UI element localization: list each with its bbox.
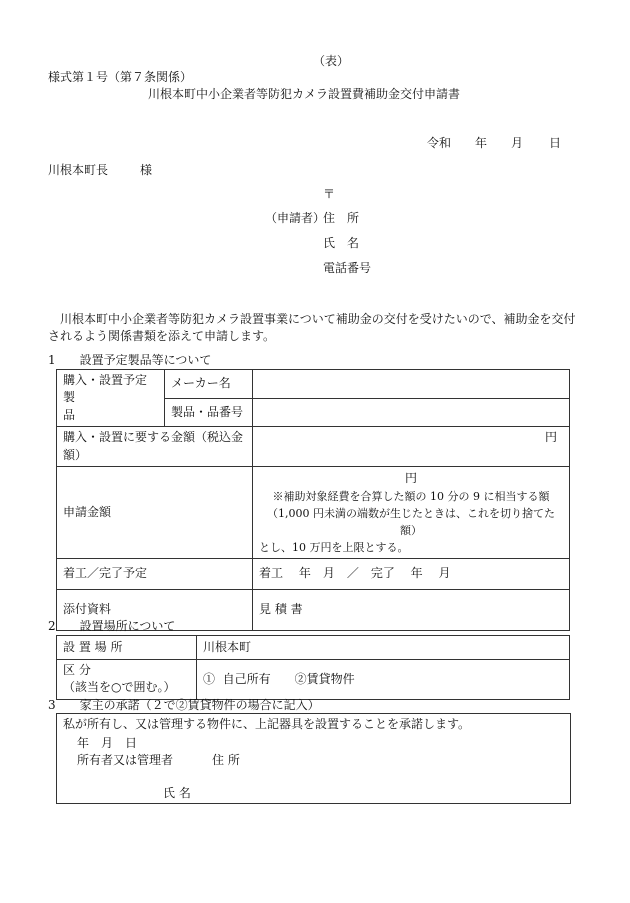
addressee-honorific: 様 [140, 163, 153, 177]
maker-label: メーカー名 [165, 370, 253, 399]
model-value[interactable] [253, 399, 570, 427]
cost-label-line2: 額） [63, 447, 88, 462]
section2-table [56, 635, 570, 700]
section1-table [56, 369, 570, 631]
attach-value: 見 積 書 [253, 589, 570, 630]
model-label: 製品・品番号 [165, 399, 253, 427]
product-label-line2: 品 [63, 407, 76, 422]
form-number: 様式第１号（第７条関係） [48, 70, 193, 84]
consent-text: 私が所有し、又は管理する物件に、上記器具を設置することを承諾します。 [63, 717, 471, 731]
applicant-name-label: 氏 名 [323, 236, 360, 250]
attach-label: 添付資料 [57, 589, 253, 630]
intro-line-2: されるよう関係書類を添えて申請します。 [48, 329, 276, 343]
apply-note-1: ※補助対象経費を合算した額の 10 分の 9 に相当する額 [272, 489, 550, 503]
document-title: 川根本町中小企業者等防犯カメラ設置費補助金交付申請書 [148, 87, 461, 101]
category-label-cell [57, 660, 197, 700]
side-mark: （表） [313, 54, 350, 68]
apply-note-3: とし、10 万円を上限とする。 [259, 540, 409, 554]
schedule-label: 着工／完了予定 [57, 558, 253, 589]
maker-value[interactable] [253, 370, 570, 399]
owner-address-label: 住 所 [212, 753, 240, 767]
location-value[interactable]: 川根本町 [197, 636, 570, 660]
category-label-line1: 区 分 [63, 663, 91, 677]
cost-unit: 円 [544, 430, 557, 445]
apply-unit: 円 [404, 470, 417, 485]
section2-heading: 2 設置場所について [48, 619, 176, 633]
cost-label-line1: 購入・設置に要する金額（税込金 [63, 430, 244, 445]
addressee-name: 川根本町長 [48, 163, 109, 177]
intro-line-1: 川根本町中小企業者等防犯カメラ設置事業について補助金の交付を受けたいので、補助金を交付 [60, 312, 576, 326]
date-month: 月 [511, 136, 524, 150]
consent-date: 年 月 日 [77, 736, 138, 750]
apply-note-2: （1,000 円未満の端数が生じたときは、これを切り捨てた額） [267, 506, 555, 537]
date-year: 年 [475, 136, 488, 150]
date-day: 日 [549, 136, 562, 150]
category-label-line2: （該当を○で囲む。） [63, 680, 176, 695]
schedule-value[interactable]: 着工 年 月 ／ 完了 年 月 [253, 558, 570, 589]
owner-label: 所有者又は管理者 [77, 753, 174, 767]
cost-value[interactable] [253, 427, 570, 467]
category-value[interactable]: ① 自己所有 ②賃貸物件 [197, 660, 570, 700]
owner-name-label: 氏 名 [163, 786, 191, 800]
apply-value[interactable] [253, 466, 570, 558]
cost-label-cell [57, 427, 253, 467]
section1-heading: 1 設置予定製品等について [48, 353, 212, 367]
postal-mark: 〒 [323, 187, 336, 201]
product-label-line1: 購入・設置予定製 [63, 373, 148, 405]
applicant-phone-label: 電話番号 [323, 261, 372, 275]
section3-heading: 3 家主の承諾（２で②賃貸物件の場合に記入） [48, 698, 320, 712]
product-label-cell [57, 370, 165, 427]
applicant-label: （申請者） [265, 211, 326, 225]
applicant-address-label: 住 所 [323, 211, 360, 225]
apply-label: 申請金額 [57, 466, 253, 558]
date-era: 令和 [427, 136, 452, 150]
location-label: 設 置 場 所 [57, 636, 197, 660]
